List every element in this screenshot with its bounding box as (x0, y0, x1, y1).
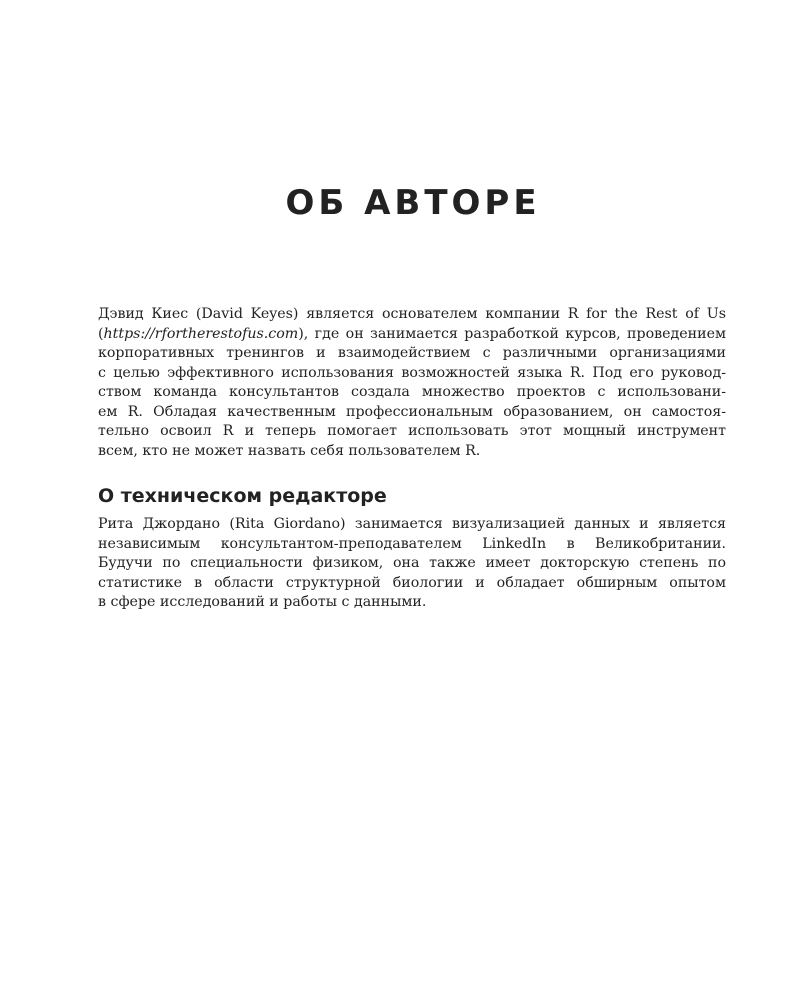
paragraph-line: с целью эффективного использования возможностей языка R. Под его руковод- (98, 364, 726, 381)
page-title: ОБ АВТОРЕ (285, 183, 541, 223)
website-url[interactable]: https://rfortherestofus.com (103, 325, 299, 342)
paragraph-line: ем R. Обладая качественным профессиональным образованием, он самостоя- (98, 403, 726, 420)
paragraph-line: Рита Джордано (Rita Giordano) занимается визуализацией данных и является (98, 516, 726, 532)
paragraph-line: в сфере исследований и работы с данными. (98, 594, 427, 610)
section-heading: О техническом редакторе (98, 485, 387, 507)
paragraph-line: корпоративных тренингов и взаимодействием с различными организациями (98, 345, 726, 361)
tech-editor-section (98, 485, 726, 613)
paragraph-line: ством команда консультантов создала множество проектов с использовани- (98, 384, 726, 400)
open-paren: ( (98, 325, 104, 342)
about-author-paragraph (98, 305, 726, 461)
paragraph-line (98, 325, 726, 345)
paragraph-line: тельно освоил R и теперь помогает использовать этот мощный инструмент (98, 423, 726, 439)
paragraph-line: статистике в области структурной биологии и обладает обширным опытом (98, 574, 726, 591)
paragraph-line: Дэвид Киес (David Keyes) является основателем компании R for the Rest of Us (98, 306, 726, 322)
paragraph-line-text: ), где он занимается разработкой курсов, проведением (298, 325, 726, 342)
paragraph-line: Будучи по специальности физиком, она также имеет докторскую степень по (98, 555, 726, 571)
paragraph-line: всем, кто не может назвать себя пользователем R. (98, 442, 481, 459)
paragraph-line: независимым консультантом-преподавателем LinkedIn в Великобритании. (98, 535, 726, 552)
